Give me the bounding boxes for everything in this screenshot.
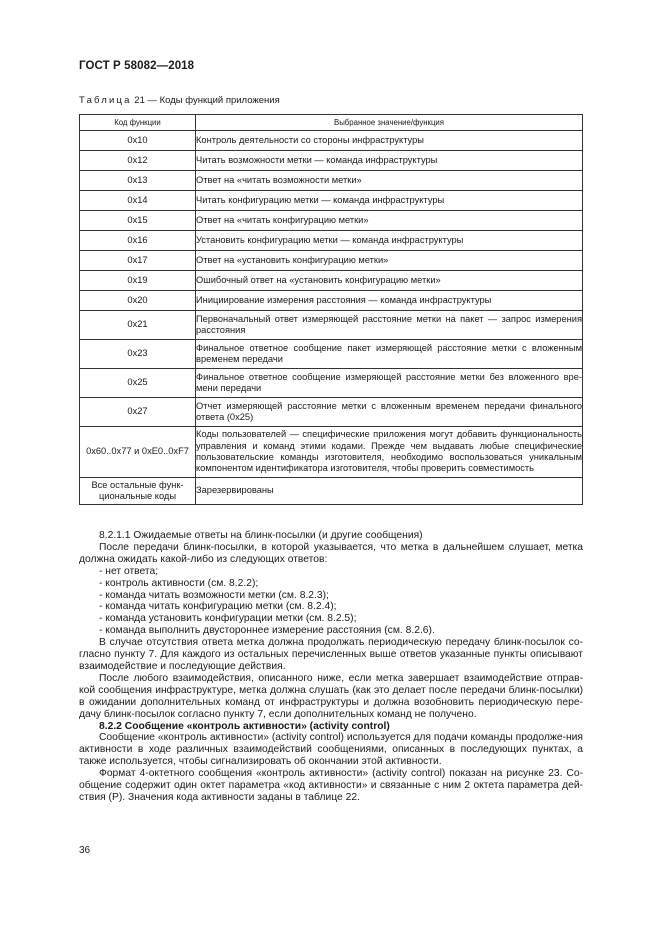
table-row bbox=[80, 478, 583, 505]
desc-cell: Инициирование измерения расстояния — команда инфраструктуры bbox=[196, 291, 583, 311]
desc-cell: Ошибочный ответ на «установить конфигурацию метки» bbox=[196, 271, 583, 291]
body-text bbox=[79, 530, 583, 804]
desc-cell: Ответ на «установить конфигурацию метки» bbox=[196, 251, 583, 271]
desc-cell: Ответ на «читать конфигурацию метки» bbox=[196, 211, 583, 231]
code-cell: 0x23 bbox=[80, 340, 196, 369]
list-item: - контроль активности (см. 8.2.2); bbox=[99, 577, 259, 589]
table-row bbox=[80, 231, 583, 251]
desc-cell: Читать возможности метки — команда инфраструктуры bbox=[196, 151, 583, 171]
table-row bbox=[80, 369, 583, 398]
code-cell: 0x60..0x77 и 0xE0..0xF7 bbox=[80, 427, 196, 478]
code-cell: 0x12 bbox=[80, 151, 196, 171]
desc-cell: Ответ на «читать возможности метки» bbox=[196, 171, 583, 191]
list-item: - команда выполнить двустороннее измерение расстояния (см. 8.2.6). bbox=[99, 625, 435, 637]
table-row bbox=[80, 398, 583, 427]
column-header-value: Выбранное значение/функция bbox=[196, 115, 583, 131]
paragraph: После любого взаимодействия, описанного ниже, если метка завершает взаимодействие отправ-кой сообщения инфраструктуре, метка должна слушать (как это делает после передачи блинк-посылки) в ожидании дополнительных команд от инфраструктуры и должна возобновить периодическую пере-дачу блинк-посылок согласно пункту 7, если дополнительных команд не получено. bbox=[79, 672, 583, 720]
paragraph: Сообщение «контроль активности» (activity control) используется для подачи команды продолже-ния активности в ходе различных взаимодействий сообщениями, описанных в последующих пунктах, а также используется, чтобы сигнализировать об окончании этой активности. bbox=[79, 732, 583, 768]
code-cell: 0x27 bbox=[80, 398, 196, 427]
code-cell: 0x10 bbox=[80, 131, 196, 151]
table-caption bbox=[79, 95, 280, 106]
desc-cell: Первоначальный ответ измеряющей расстояние метки на пакет — запрос измерения расстояния bbox=[196, 311, 583, 340]
paragraph: После передачи блинк-посылки, в которой указывается, что метка в дальнейшем слушает, метка должна ожидать какой-либо из следующих ответов: bbox=[79, 541, 583, 565]
table-row bbox=[80, 251, 583, 271]
list-item: - команда читать возможности метки (см. 8.2.3); bbox=[99, 589, 329, 601]
table-row bbox=[80, 151, 583, 171]
desc-cell: Финальное ответное сообщение пакет измеряющей расстояние метки с вложенным временем передачи bbox=[196, 340, 583, 369]
section-heading: 8.2.2 Сообщение «контроль активности» (activity control) bbox=[99, 720, 390, 732]
table-row bbox=[80, 311, 583, 340]
paragraph: В случае отсутствия ответа метка должна продолжать периодическую передачу блинк-посылок со-гласно пункту 7. Для каждого из остальных перечисленных выше ответов указанные пункты описывают взаимодействие и последующие действия. bbox=[79, 637, 583, 672]
desc-cell: Установить конфигурацию метки — команда инфраструктуры bbox=[196, 231, 583, 251]
code-cell: 0x13 bbox=[80, 171, 196, 191]
table-caption-title: 21 — Коды функций приложения bbox=[134, 95, 280, 106]
code-cell: Все остальные функ-циональные коды bbox=[80, 478, 196, 505]
list-item: - команда установить конфигурации метки (см. 8.2.5); bbox=[99, 613, 357, 625]
code-cell: 0x25 bbox=[80, 369, 196, 398]
desc-cell: Зарезервированы bbox=[196, 478, 583, 505]
table-caption-label: Таблица bbox=[79, 95, 132, 106]
table-row bbox=[80, 191, 583, 211]
code-cell: 0x16 bbox=[80, 231, 196, 251]
page-number: 36 bbox=[79, 845, 91, 856]
table-row bbox=[80, 291, 583, 311]
table-row bbox=[80, 340, 583, 369]
subsection-heading: 8.2.1.1 Ожидаемые ответы на блинк-посылки (и другие сообщения) bbox=[99, 530, 423, 541]
table-row bbox=[80, 171, 583, 191]
code-cell: 0x17 bbox=[80, 251, 196, 271]
standard-header: ГОСТ Р 58082—2018 bbox=[79, 60, 195, 72]
list-item: - нет ответа; bbox=[99, 565, 159, 577]
desc-cell: Коды пользователей — специфические приложения могут добавить функциональность управления и команд этими кодами. Прежде чем выдавать любые специфические пользовательские команды изготовителя, необходимо воспользоваться уникальным компонентом идентификатора изготовителя, чтобы проверить совместимость bbox=[196, 427, 583, 478]
table-row bbox=[80, 211, 583, 231]
column-header-code: Код функции bbox=[80, 115, 196, 131]
table-header-row bbox=[80, 115, 583, 131]
table-row bbox=[80, 131, 583, 151]
paragraph: Формат 4-октетного сообщения «контроль активности» (activity control) показан на рисунке 23. Со-общение содержит один октет параметра «код активности» и связанные с ним 2 октета параметра дей-ствия (P). Значения кода активности заданы в таблице 22. bbox=[79, 768, 583, 803]
code-cell: 0x15 bbox=[80, 211, 196, 231]
table-row bbox=[80, 427, 583, 478]
table-row bbox=[80, 271, 583, 291]
function-codes-table bbox=[79, 114, 583, 505]
desc-cell: Отчет измеряющей расстояние метки с вложенным временем передачи финального ответа (0x25) bbox=[196, 398, 583, 427]
list-item: - команда читать конфигурацию метки (см. 8.2.4); bbox=[99, 601, 337, 613]
desc-cell: Читать конфигурацию метки — команда инфраструктуры bbox=[196, 191, 583, 211]
code-cell: 0x14 bbox=[80, 191, 196, 211]
desc-cell: Финальное ответное сообщение измеряющей расстояние метки без вложенного вре-мени передачи bbox=[196, 369, 583, 398]
desc-cell: Контроль деятельности со стороны инфраструктуры bbox=[196, 131, 583, 151]
code-cell: 0x20 bbox=[80, 291, 196, 311]
code-cell: 0x21 bbox=[80, 311, 196, 340]
code-cell: 0x19 bbox=[80, 271, 196, 291]
